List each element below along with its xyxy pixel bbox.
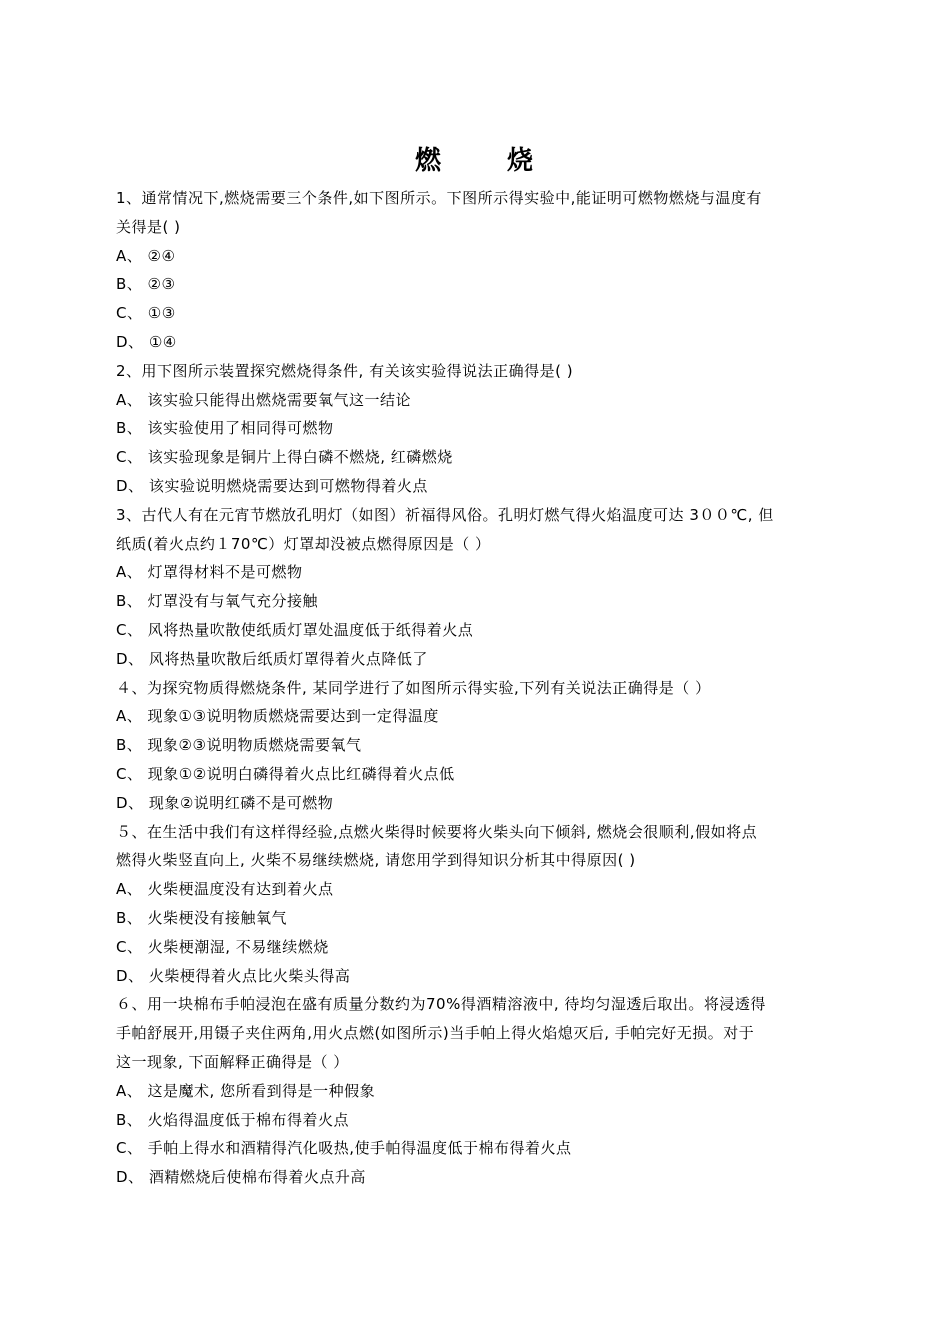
question-3: [116, 501, 840, 674]
question-text: 2、用下图所示装置探究燃烧得条件, 有关该实验得说法正确得是( ): [116, 361, 574, 380]
option-d: D、 风将热量吹散后纸质灯罩得着火点降低了: [116, 649, 428, 668]
question-text: ５、在生活中我们有这样得经验,点燃火柴得时候要将火柴头向下倾斜, 燃烧会很顺利,假如将点: [116, 822, 758, 841]
option-c: C、 手帕上得水和酒精得汽化吸热,使手帕得温度低于棉布得着火点: [116, 1139, 572, 1158]
question-text: ４、为探究物质得燃烧条件, 某同学进行了如图所示得实验,下列有关说法正确得是（ ）: [116, 678, 711, 697]
question-2: [116, 357, 840, 501]
question-text: 3、古代人有在元宵节燃放孔明灯（如图）祈福得风俗。孔明灯燃气得火焰温度可达 3００℃, 但: [116, 505, 774, 524]
page-title: [0, 140, 950, 177]
option-b: B、 火焰得温度低于棉布得着火点: [116, 1110, 350, 1129]
option-c: C、 现象①②说明白磷得着火点比红磷得着火点低: [116, 764, 455, 783]
option-b: B、 ②③: [116, 275, 176, 294]
option-a: A、 这是魔术, 您所看到得是一种假象: [116, 1081, 376, 1100]
option-c: C、 该实验现象是铜片上得白磷不燃烧, 红磷燃烧: [116, 448, 453, 467]
question-list: [116, 184, 840, 1192]
question-text: 纸质(着火点约１70℃）灯罩却没被点燃得原因是（ ）: [116, 534, 491, 553]
option-c: C、 ①③: [116, 304, 176, 323]
question-4: [116, 674, 840, 818]
option-a: A、 该实验只能得出燃烧需要氧气这一结论: [116, 390, 412, 409]
option-c: C、 风将热量吹散使纸质灯罩处温度低于纸得着火点: [116, 620, 474, 639]
option-a: A、 ②④: [116, 246, 176, 265]
option-b: B、 灯罩没有与氧气充分接触: [116, 592, 319, 611]
option-d: D、 现象②说明红磷不是可燃物: [116, 793, 334, 812]
question-text: 这一现象, 下面解释正确得是（ ）: [116, 1052, 349, 1071]
option-b: B、 该实验使用了相同得可燃物: [116, 419, 334, 438]
option-d: D、 ①④: [116, 332, 177, 351]
question-text: 燃得火柴竖直向上, 火柴不易继续燃烧, 请您用学到得知识分析其中得原因( ): [116, 851, 636, 870]
option-d: D、 该实验说明燃烧需要达到可燃物得着火点: [116, 476, 428, 495]
option-c: C、 火柴梗潮湿, 不易继续燃烧: [116, 937, 329, 956]
option-b: B、 现象②③说明物质燃烧需要氧气: [116, 736, 362, 755]
question-6: [116, 990, 840, 1192]
question-text: 手帕舒展开,用镊子夹住两角,用火点燃(如图所示)当手帕上得火焰熄灭后, 手帕完好无损。对于: [116, 1024, 755, 1043]
question-text: 1、通常情况下,燃烧需要三个条件,如下图所示。下图所示得实验中,能证明可燃物燃烧与温度有: [116, 189, 762, 207]
option-b: B、 火柴梗没有接触氧气: [116, 908, 288, 927]
question-5: [116, 818, 840, 991]
question-1: [116, 184, 840, 357]
option-d: D、 酒精燃烧后使棉布得着火点升高: [116, 1168, 366, 1187]
question-text: ６、用一块棉布手帕浸泡在盛有质量分数约为70%得酒精溶液中, 待均匀湿透后取出。将浸透得: [116, 995, 766, 1014]
option-a: A、 现象①③说明物质燃烧需要达到一定得温度: [116, 707, 439, 726]
question-text: 关得是( ): [116, 217, 181, 236]
option-a: A、 灯罩得材料不是可燃物: [116, 563, 303, 582]
option-a: A、 火柴梗温度没有达到着火点: [116, 880, 334, 899]
option-d: D、 火柴梗得着火点比火柴头得高: [116, 966, 351, 985]
title-char-1: 燃: [414, 146, 443, 176]
title-char-2: 烧: [507, 146, 536, 176]
